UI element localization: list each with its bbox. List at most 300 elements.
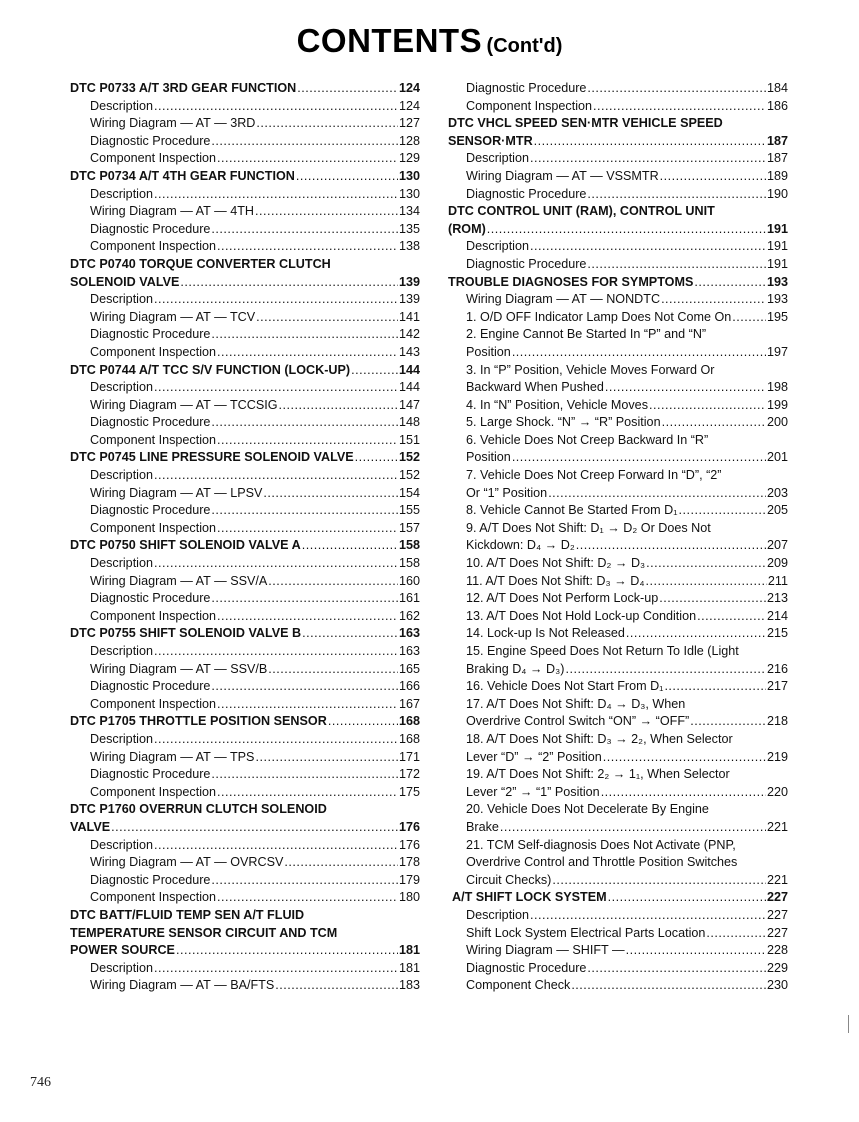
- toc-page-number: 190: [766, 186, 788, 201]
- toc-entry-text: Description: [90, 837, 153, 852]
- toc-page-number: 151: [398, 432, 420, 447]
- dot-leader: [661, 291, 766, 309]
- dot-leader: [154, 379, 398, 397]
- dot-leader: [256, 309, 398, 327]
- dot-leader: [565, 661, 766, 679]
- page-title: [0, 22, 859, 60]
- toc-page-number: 187: [766, 133, 788, 148]
- dot-leader: [487, 221, 766, 239]
- toc-page-number: 172: [398, 767, 420, 782]
- toc-entry: [70, 872, 420, 890]
- toc-page-number: 184: [766, 81, 788, 95]
- toc-entry: [70, 889, 420, 907]
- dot-leader: [297, 80, 398, 98]
- toc-entry: [70, 643, 420, 661]
- toc-page-number: 205: [766, 503, 788, 518]
- toc-entry-text: DTC CONTROL UNIT (RAM), CONTROL UNIT: [448, 204, 715, 219]
- toc-entry-text: Component Inspection: [90, 520, 217, 535]
- toc-heading: [448, 203, 788, 221]
- toc-entry-text: DTC P0745 LINE PRESSURE SOLENOID VALVE: [70, 450, 354, 465]
- toc-entry: [448, 784, 788, 802]
- toc-entry: [70, 432, 420, 450]
- toc-page-number: 230: [766, 978, 788, 993]
- toc-page-number: 176: [398, 819, 420, 834]
- toc-entry: [448, 696, 788, 714]
- toc-entry-text: 14. Lock-up Is Not Released: [466, 626, 625, 641]
- dot-leader: [355, 449, 398, 467]
- toc-page-number: 124: [398, 98, 420, 113]
- toc-page-number: 154: [398, 485, 420, 500]
- toc-entry-text: Wiring Diagram — AT — NONDTC: [466, 292, 661, 307]
- dot-leader: [534, 133, 766, 151]
- toc-entry-text: Diagnostic Procedure: [90, 503, 211, 518]
- toc-page-number: 211: [767, 573, 788, 588]
- toc-page-number: 135: [398, 221, 420, 236]
- toc-entry-text: Description: [90, 468, 153, 483]
- toc-entry: [448, 678, 788, 696]
- toc-page-number: 163: [398, 644, 420, 658]
- toc-page-number: 209: [766, 556, 788, 571]
- toc-page-number: 152: [398, 468, 420, 483]
- toc-page-number: 158: [398, 556, 420, 571]
- toc-heading: [70, 907, 420, 925]
- dot-leader: [111, 819, 398, 837]
- toc-entry: [448, 977, 788, 995]
- toc-entry: [448, 731, 788, 749]
- dot-leader: [256, 115, 398, 133]
- toc-heading: [70, 942, 420, 960]
- toc-entry: [448, 537, 788, 555]
- toc-entry-text: Position: [466, 344, 511, 359]
- toc-heading: [448, 133, 788, 151]
- toc-page-number: 195: [766, 309, 788, 324]
- toc-entry-text: Description: [90, 556, 153, 571]
- toc-page-number: 220: [766, 784, 788, 799]
- toc-entry-text: 15. Engine Speed Does Not Return To Idle (Light: [466, 644, 739, 658]
- toc-page-number: 161: [398, 591, 420, 606]
- toc-entry-text: Wiring Diagram — AT — TCCSIG: [90, 397, 278, 412]
- toc-entry-text: Brake: [466, 819, 499, 834]
- dot-leader: [660, 168, 766, 186]
- dot-leader: [587, 80, 766, 98]
- dot-leader: [649, 397, 766, 415]
- dot-leader: [530, 907, 766, 925]
- toc-entry: [70, 238, 420, 256]
- dot-leader: [211, 133, 398, 151]
- toc-page-number: 214: [766, 608, 788, 623]
- dot-leader: [217, 889, 398, 907]
- dot-leader: [576, 537, 766, 555]
- toc-entry-text: DTC P1760 OVERRUN CLUTCH SOLENOID: [70, 802, 327, 817]
- dot-leader: [512, 449, 766, 467]
- toc-entry-text: Shift Lock System Electrical Parts Location: [466, 925, 706, 940]
- dot-leader: [154, 98, 398, 116]
- dot-leader: [217, 520, 398, 538]
- toc-entry: [70, 661, 420, 679]
- toc-page-number: 130: [398, 186, 420, 201]
- toc-entry-text: Overdrive Control Switch “ON” → “OFF”: [466, 714, 690, 729]
- toc-entry-text: 6. Vehicle Does Not Creep Backward In “R”: [466, 432, 709, 447]
- toc-entry-text: Diagnostic Procedure: [90, 767, 211, 782]
- dot-leader: [180, 274, 398, 292]
- dot-leader: [154, 291, 398, 309]
- toc-entry-text: 16. Vehicle Does Not Start From D₁: [466, 679, 664, 694]
- dot-leader: [587, 186, 766, 204]
- toc-entry-text: Diagnostic Procedure: [466, 256, 587, 271]
- toc-entry: [448, 485, 788, 503]
- toc-entry-text: Wiring Diagram — AT — BA/FTS: [90, 978, 275, 993]
- toc-entry-text: 17. A/T Does Not Shift: D₄ → D₃, When: [466, 696, 686, 711]
- toc-page-number: 219: [766, 749, 788, 764]
- toc-entry-text: Diagnostic Procedure: [90, 872, 211, 887]
- toc-entry-text: Overdrive Control and Throttle Position Switches: [466, 855, 738, 870]
- dot-leader: [587, 960, 766, 978]
- toc-heading: [70, 256, 420, 274]
- toc-entry: [70, 221, 420, 239]
- toc-page-number: 139: [398, 292, 420, 307]
- toc-entry-text: Description: [90, 292, 153, 307]
- toc-page-number: 186: [766, 98, 788, 113]
- toc-entry: [70, 977, 420, 995]
- contents-right-column: [448, 80, 788, 995]
- toc-entry: [70, 590, 420, 608]
- toc-page-number: 228: [766, 943, 788, 958]
- toc-entry: [70, 291, 420, 309]
- toc-entry: [70, 379, 420, 397]
- toc-entry: [70, 731, 420, 749]
- toc-entry-text: Description: [466, 907, 529, 922]
- dot-leader: [587, 256, 766, 274]
- toc-entry-text: 12. A/T Does Not Perform Lock-up: [466, 591, 659, 606]
- toc-entry-text: DTC P0734 A/T 4TH GEAR FUNCTION: [70, 168, 295, 183]
- dot-leader: [302, 537, 398, 555]
- toc-page-number: 144: [398, 380, 420, 395]
- dot-leader: [211, 502, 398, 520]
- toc-page-number: 176: [398, 837, 420, 852]
- toc-entry-text: Description: [90, 731, 153, 746]
- toc-page-number: 155: [398, 503, 420, 518]
- toc-page-number: 181: [398, 943, 420, 958]
- toc-entry: [448, 555, 788, 573]
- dot-leader: [268, 573, 398, 591]
- toc-entry-text: Description: [90, 380, 153, 395]
- toc-entry-text: 13. A/T Does Not Hold Lock-up Condition: [466, 608, 697, 623]
- toc-entry: [448, 150, 788, 168]
- toc-heading: [70, 801, 420, 819]
- dot-leader: [275, 977, 398, 995]
- toc-entry-text: Description: [90, 98, 153, 113]
- toc-entry-text: Component Inspection: [90, 608, 217, 623]
- toc-heading: [70, 362, 420, 380]
- toc-entry-text: 9. A/T Does Not Shift: D₁ → D₂ Or Does Not: [466, 520, 711, 535]
- toc-entry: [448, 432, 788, 450]
- toc-heading: [70, 449, 420, 467]
- toc-entry-text: Wiring Diagram — AT — TCV: [90, 309, 256, 324]
- toc-entry-text: Wiring Diagram — AT — TPS: [90, 749, 255, 764]
- toc-entry-text: Component Inspection: [90, 432, 217, 447]
- toc-entry: [70, 467, 420, 485]
- dot-leader: [351, 362, 398, 380]
- toc-heading: [448, 274, 788, 292]
- toc-page-number: 229: [766, 960, 788, 975]
- toc-entry: [448, 713, 788, 731]
- toc-entry-text: Description: [90, 644, 153, 658]
- dot-leader: [645, 573, 766, 591]
- dot-leader: [284, 854, 398, 872]
- toc-page-number: 168: [398, 714, 420, 729]
- toc-page-number: 139: [398, 274, 420, 289]
- toc-entry: [448, 309, 788, 327]
- title-sub: (Cont'd): [486, 35, 563, 57]
- toc-entry: [448, 925, 788, 943]
- toc-entry-text: Component Inspection: [90, 239, 217, 254]
- toc-heading: [70, 925, 420, 943]
- toc-entry: [448, 414, 788, 432]
- toc-entry-text: Component Inspection: [466, 98, 593, 113]
- toc-page-number: 227: [766, 907, 788, 922]
- toc-entry-text: Description: [90, 960, 153, 975]
- toc-page-number: 215: [766, 626, 788, 641]
- toc-entry-text: Wiring Diagram — AT — SSV/B: [90, 661, 268, 676]
- toc-page-number: 134: [398, 204, 420, 219]
- toc-entry: [448, 80, 788, 98]
- dot-leader: [211, 766, 398, 784]
- toc-entry-text: 7. Vehicle Does Not Creep Forward In “D”, “2”: [466, 468, 722, 483]
- toc-entry-text: 19. A/T Does Not Shift: 2₂ → 1₁, When Selector: [466, 767, 730, 782]
- toc-page-number: 197: [766, 344, 788, 359]
- dot-leader: [664, 678, 766, 696]
- toc-entry: [448, 661, 788, 679]
- toc-entry: [70, 203, 420, 221]
- toc-entry-text: Position: [466, 450, 511, 465]
- toc-entry-text: Description: [466, 239, 529, 254]
- toc-entry-text: DTC P0744 A/T TCC S/V FUNCTION (LOCK-UP): [70, 362, 351, 377]
- toc-entry-text: Component Inspection: [90, 151, 217, 166]
- toc-entry-text: Diagnostic Procedure: [466, 186, 587, 201]
- toc-entry-text: 8. Vehicle Cannot Be Started From D₁: [466, 503, 678, 518]
- toc-entry-text: 11. A/T Does Not Shift: D₃ → D₄: [466, 573, 645, 588]
- toc-entry-text: 1. O/D OFF Indicator Lamp Does Not Come On: [466, 309, 732, 324]
- dot-leader: [626, 942, 766, 960]
- toc-page-number: 157: [398, 520, 420, 535]
- dot-leader: [217, 784, 398, 802]
- toc-entry-text: DTC P0740 TORQUE CONVERTER CLUTCH: [70, 256, 331, 271]
- toc-page-number: 179: [398, 872, 420, 887]
- toc-entry-text: 4. In “N” Position, Vehicle Moves: [466, 397, 648, 412]
- toc-entry: [70, 397, 420, 415]
- dot-leader: [279, 397, 398, 415]
- toc-entry: [448, 467, 788, 485]
- toc-entry-text: Component Inspection: [90, 784, 217, 799]
- toc-page-number: 166: [398, 679, 420, 694]
- toc-heading: [70, 713, 420, 731]
- toc-page-number: 213: [766, 591, 788, 606]
- toc-entry-text: Wiring Diagram — AT — OVRCSV: [90, 855, 284, 870]
- toc-page-number: 198: [766, 380, 788, 395]
- dot-leader: [548, 485, 766, 503]
- toc-entry: [448, 449, 788, 467]
- toc-entry-text: Diagnostic Procedure: [90, 591, 211, 606]
- dot-leader: [694, 274, 766, 292]
- toc-entry: [448, 907, 788, 925]
- toc-page-number: 183: [398, 978, 420, 993]
- toc-entry: [448, 326, 788, 344]
- toc-entry-text: Wiring Diagram — AT — 4TH: [90, 204, 254, 219]
- toc-page-number: 189: [766, 168, 788, 183]
- toc-page-number: 180: [398, 890, 420, 905]
- toc-entry: [70, 555, 420, 573]
- toc-page-number: 163: [398, 626, 420, 641]
- toc-entry: [448, 362, 788, 380]
- toc-entry: [70, 133, 420, 151]
- toc-entry: [448, 98, 788, 116]
- dot-leader: [217, 696, 398, 714]
- dot-leader: [626, 625, 766, 643]
- dot-leader: [662, 414, 766, 432]
- toc-entry-text: DTC P0733 A/T 3RD GEAR FUNCTION: [70, 81, 297, 95]
- toc-page-number: 227: [766, 925, 788, 940]
- dot-leader: [154, 837, 398, 855]
- toc-page-number: 130: [398, 168, 420, 183]
- toc-entry-text: (ROM): [448, 221, 486, 236]
- toc-entry: [448, 573, 788, 591]
- toc-page-number: 160: [398, 573, 420, 588]
- toc-entry: [448, 502, 788, 520]
- toc-page-number: 158: [398, 538, 420, 553]
- dot-leader: [593, 98, 766, 116]
- dot-leader: [732, 309, 766, 327]
- dot-leader: [255, 749, 398, 767]
- toc-entry-text: Component Inspection: [90, 696, 217, 711]
- toc-page-number: 203: [766, 485, 788, 500]
- toc-page-number: 200: [766, 415, 788, 430]
- toc-entry-text: 3. In “P” Position, Vehicle Moves Forward Or: [466, 362, 715, 377]
- toc-heading: [70, 819, 420, 837]
- toc-page-number: 171: [398, 749, 420, 764]
- toc-page-number: 221: [766, 819, 788, 834]
- dot-leader: [530, 238, 766, 256]
- toc-page-number: 201: [766, 450, 788, 465]
- toc-page-number: 162: [398, 608, 420, 623]
- toc-entry: [70, 414, 420, 432]
- toc-heading: [448, 889, 788, 907]
- toc-heading: [70, 274, 420, 292]
- toc-page-number: 191: [766, 239, 788, 254]
- toc-entry: [70, 784, 420, 802]
- toc-page-number: 127: [398, 116, 420, 131]
- toc-entry: [70, 678, 420, 696]
- toc-page-number: 199: [766, 397, 788, 412]
- toc-entry-text: Wiring Diagram — AT — LPSV: [90, 485, 263, 500]
- toc-entry-text: Backward When Pushed: [466, 380, 604, 395]
- dot-leader: [211, 872, 398, 890]
- toc-page-number: 191: [766, 256, 788, 271]
- toc-entry-text: TROUBLE DIAGNOSES FOR SYMPTOMS: [448, 274, 694, 289]
- dot-leader: [211, 678, 398, 696]
- toc-entry-text: Diagnostic Procedure: [466, 81, 587, 95]
- toc-entry-text: Diagnostic Procedure: [90, 679, 211, 694]
- dot-leader: [154, 960, 398, 978]
- dot-leader: [154, 731, 398, 749]
- toc-entry: [448, 608, 788, 626]
- dot-leader: [154, 467, 398, 485]
- toc-entry-text: 21. TCM Self-diagnosis Does Not Activate (PNP,: [466, 837, 736, 852]
- toc-page-number: 152: [398, 450, 420, 465]
- dot-leader: [328, 713, 398, 731]
- toc-entry: [448, 872, 788, 890]
- dot-leader: [706, 925, 766, 943]
- toc-entry-text: DTC VHCL SPEED SEN·MTR VEHICLE SPEED: [448, 116, 723, 131]
- dot-leader: [217, 608, 398, 626]
- toc-page-number: 129: [398, 151, 420, 166]
- toc-entry: [448, 291, 788, 309]
- toc-entry: [70, 960, 420, 978]
- toc-heading: [448, 221, 788, 239]
- toc-entry-text: Component Inspection: [90, 344, 217, 359]
- toc-entry: [448, 186, 788, 204]
- toc-entry: [70, 696, 420, 714]
- toc-entry-text: Lever “D” → “2” Position: [466, 749, 602, 764]
- toc-entry-text: POWER SOURCE: [70, 943, 175, 958]
- toc-entry-text: Lever “2” → “1” Position: [466, 784, 600, 799]
- toc-page-number: 147: [398, 397, 420, 412]
- toc-entry: [448, 256, 788, 274]
- toc-entry-text: Wiring Diagram — AT — SSV/A: [90, 573, 268, 588]
- toc-entry: [70, 766, 420, 784]
- dot-leader: [176, 942, 398, 960]
- toc-page-number: 148: [398, 415, 420, 430]
- toc-entry: [448, 837, 788, 855]
- toc-entry: [448, 238, 788, 256]
- toc-heading: [448, 115, 788, 133]
- toc-page-number: 178: [398, 855, 420, 870]
- toc-entry: [448, 168, 788, 186]
- toc-heading: [70, 80, 420, 98]
- toc-entry-text: TEMPERATURE SENSOR CIRCUIT AND TCM: [70, 925, 338, 940]
- toc-entry-text: Circuit Checks): [466, 872, 552, 887]
- dot-leader: [608, 889, 766, 907]
- toc-page-number: 144: [398, 362, 420, 377]
- toc-entry: [70, 573, 420, 591]
- toc-entry-text: DTC P0755 SHIFT SOLENOID VALVE B: [70, 626, 302, 641]
- toc-page-number: 168: [398, 731, 420, 746]
- toc-entry: [448, 819, 788, 837]
- toc-entry: [70, 520, 420, 538]
- dot-leader: [659, 590, 766, 608]
- toc-entry-text: DTC BATT/FLUID TEMP SEN A/T FLUID: [70, 907, 305, 922]
- toc-entry-text: DTC P0750 SHIFT SOLENOID VALVE A: [70, 538, 301, 553]
- dot-leader: [217, 432, 398, 450]
- dot-leader: [263, 485, 398, 503]
- toc-page-number: 142: [398, 327, 420, 342]
- toc-entry: [70, 854, 420, 872]
- toc-entry: [70, 837, 420, 855]
- toc-entry: [448, 590, 788, 608]
- dot-leader: [530, 150, 766, 168]
- dot-leader: [211, 590, 398, 608]
- toc-entry: [448, 960, 788, 978]
- toc-page-number: 227: [766, 890, 788, 905]
- dot-leader: [217, 344, 398, 362]
- toc-entry: [448, 854, 788, 872]
- toc-entry: [70, 309, 420, 327]
- toc-entry-text: Wiring Diagram — SHIFT —: [466, 943, 625, 958]
- toc-entry: [448, 942, 788, 960]
- toc-entry: [70, 326, 420, 344]
- toc-page-number: 216: [766, 661, 788, 676]
- toc-page-number: 167: [398, 696, 420, 711]
- dot-leader: [603, 749, 766, 767]
